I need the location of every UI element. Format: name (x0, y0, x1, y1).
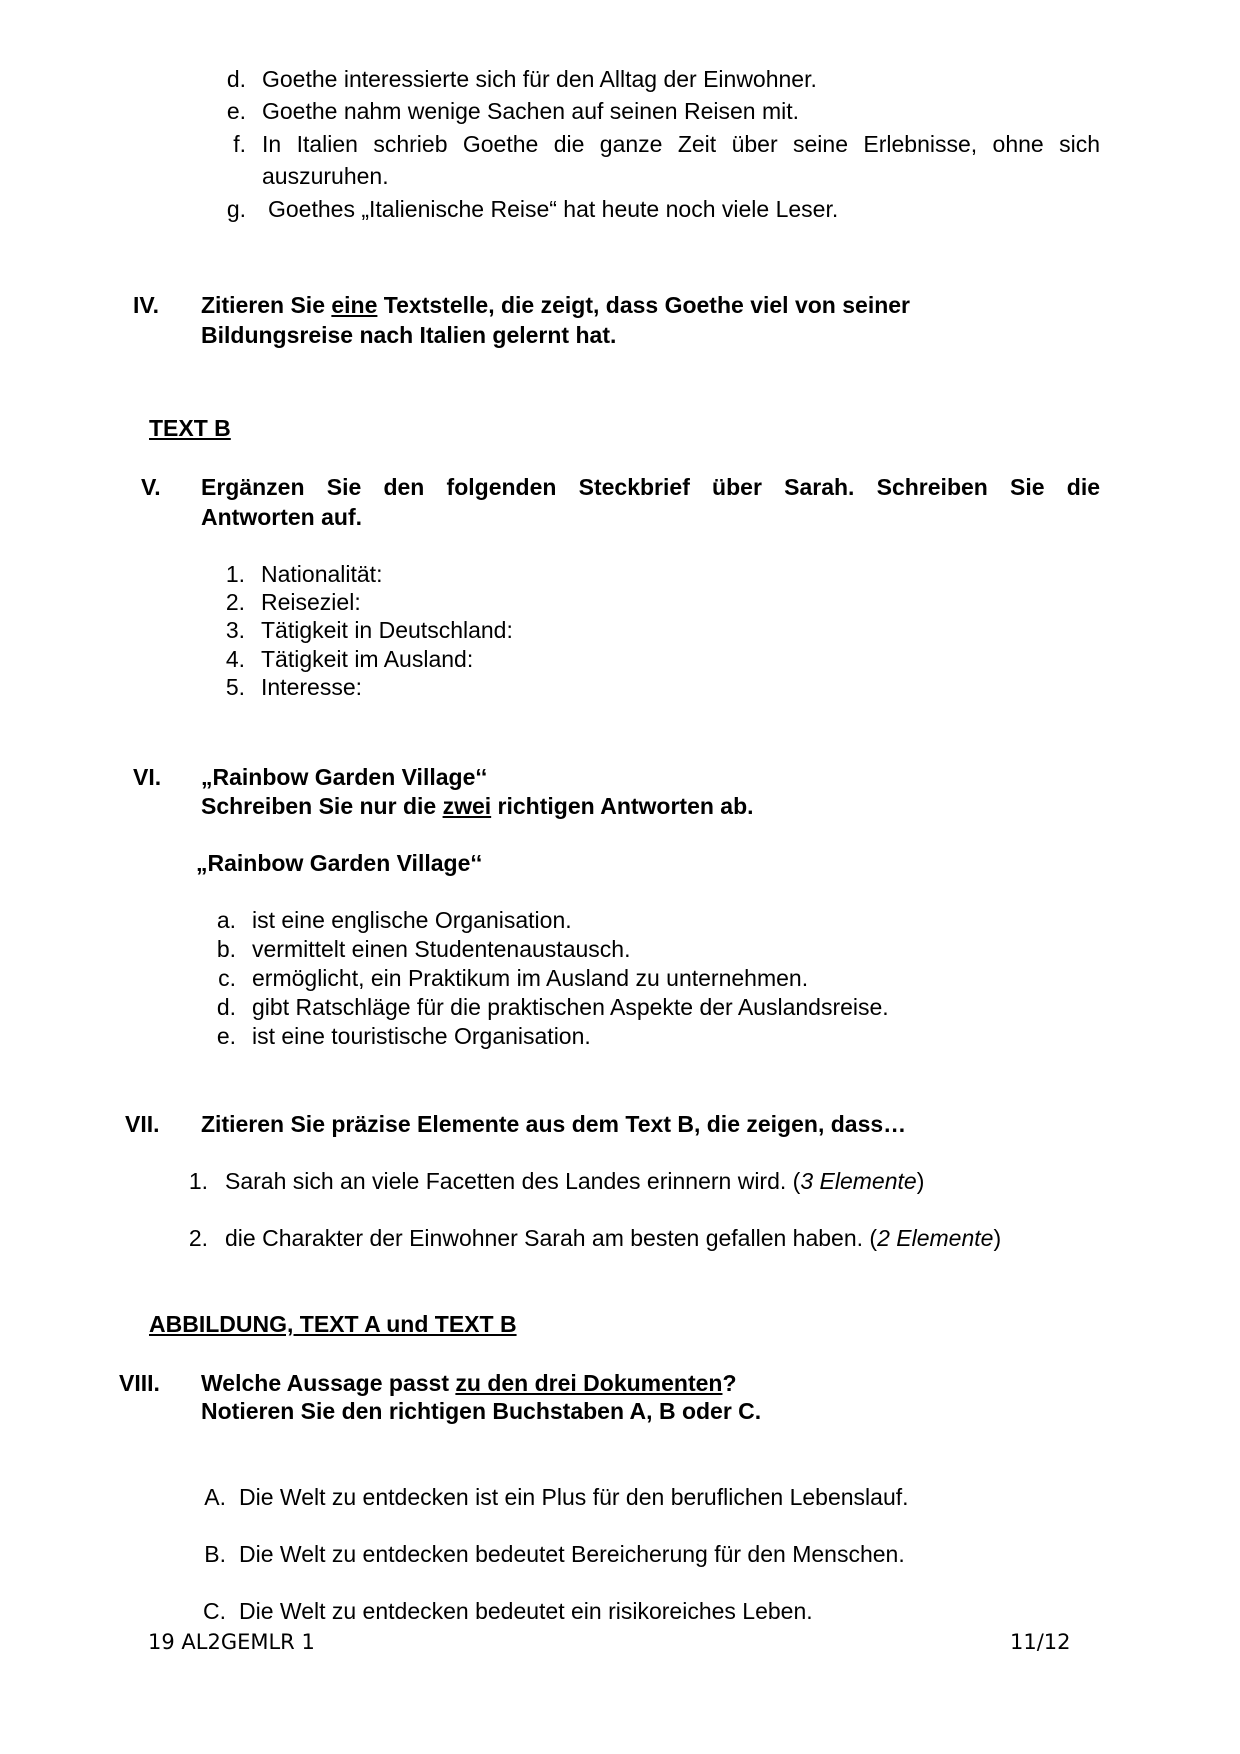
question-stem: „Rainbow Garden Village‘‘ (196, 850, 483, 876)
list-item-part: ) (993, 1225, 1002, 1251)
list-item-text: Goethe nahm wenige Sachen auf seinen Reisen mit. (262, 98, 799, 124)
question-text (201, 1370, 737, 1397)
option-text: Die Welt zu entdecken ist ein Plus für den beruflichen Lebenslauf. (239, 1484, 909, 1510)
list-marker: f. (233, 131, 246, 157)
option-text: ermöglicht, ein Praktikum im Ausland zu unternehmen. (252, 965, 809, 991)
list-item-text: Tätigkeit in Deutschland: (261, 617, 513, 643)
list-item-part: die Charakter der Einwohner Sarah am besten gefallen haben. ( (225, 1225, 878, 1251)
list-item-text: Reiseziel: (261, 589, 361, 615)
question-number: IV. (133, 292, 160, 318)
list-marker: 1. (225, 561, 245, 587)
list-item-text: Goethes „Italienische Reise“ hat heute noch viele Leser. (268, 196, 839, 222)
option-text: ist eine touristische Organisation. (252, 1023, 591, 1049)
question-text: Antworten auf. (201, 504, 362, 530)
question-text-part: richtigen Antworten ab. (491, 793, 754, 819)
list-item-text: Tätigkeit im Ausland: (261, 646, 474, 672)
question-text: Bildungsreise nach Italien gelernt hat. (201, 322, 617, 348)
question-text-part: Welche Aussage passt (201, 1370, 456, 1396)
list-marker: 2. (188, 1225, 208, 1251)
option-marker: d. (216, 994, 236, 1020)
list-marker: 2. (225, 589, 245, 615)
emphasis: eine (331, 292, 378, 318)
footer-page-number: 11/12 (1010, 1630, 1071, 1654)
list-item-text: In Italien schrieb Goethe die ganze Zeit über seine Erlebnisse, ohne sich (262, 131, 1100, 157)
question-number: VIII. (119, 1370, 160, 1396)
option-marker: B. (204, 1541, 226, 1567)
list-item-text: auszuruhen. (262, 163, 389, 189)
list-item-text (225, 1225, 1001, 1252)
list-marker: 5. (225, 674, 245, 700)
section-heading: TEXT B (149, 415, 231, 441)
list-marker: 4. (225, 646, 245, 672)
question-number: VI. (133, 764, 162, 790)
element-count: 2 Elemente (877, 1225, 994, 1251)
list-marker: e. (226, 98, 246, 124)
question-text-part: ? (722, 1370, 737, 1396)
list-marker: d. (226, 66, 246, 92)
question-number: VII. (125, 1111, 160, 1137)
list-item-text (225, 1168, 924, 1195)
option-marker: c. (218, 965, 236, 991)
emphasis: zwei (442, 793, 492, 819)
question-title: „Rainbow Garden Village‘‘ (201, 764, 488, 790)
question-text-part: Schreiben Sie nur die (201, 793, 443, 819)
option-text: Die Welt zu entdecken bedeutet Bereicherung für den Menschen. (239, 1541, 905, 1567)
question-text: Notieren Sie den richtigen Buchstaben A, B oder C. (201, 1398, 762, 1424)
list-item-part: Sarah sich an viele Facetten des Landes erinnern wird. ( (225, 1168, 801, 1194)
question-text-part: Textstelle, die zeigt, dass Goethe viel von seiner (377, 292, 910, 318)
list-item-text: Goethe interessierte sich für den Alltag der Einwohner. (262, 66, 817, 92)
element-count: 3 Elemente (800, 1168, 917, 1194)
list-item-text: Nationalität: (261, 561, 383, 587)
section-heading: ABBILDUNG, TEXT A und TEXT B (149, 1311, 517, 1337)
option-marker: a. (216, 907, 236, 933)
option-text: Die Welt zu entdecken bedeutet ein risikoreiches Leben. (239, 1598, 813, 1624)
option-marker: C. (203, 1598, 226, 1624)
option-marker: e. (216, 1023, 236, 1049)
question-text (201, 793, 754, 820)
option-text: ist eine englische Organisation. (252, 907, 572, 933)
list-marker: g. (226, 196, 246, 222)
option-marker: b. (216, 936, 236, 962)
question-number: V. (141, 474, 161, 500)
question-text: Ergänzen Sie den folgenden Steckbrief über Sarah. Schreiben Sie die (201, 474, 1100, 500)
question-text (201, 292, 910, 319)
question-text-part: Zitieren Sie (201, 292, 332, 318)
list-item-text: Interesse: (261, 674, 362, 700)
option-marker: A. (204, 1484, 226, 1510)
footer-exam-code: 19 AL2GEMLR 1 (148, 1630, 315, 1654)
option-text: gibt Ratschläge für die praktischen Aspekte der Auslandsreise. (252, 994, 889, 1020)
list-marker: 3. (225, 617, 245, 643)
option-text: vermittelt einen Studentenaustausch. (252, 936, 631, 962)
list-item-part: ) (916, 1168, 925, 1194)
list-marker: 1. (188, 1168, 208, 1194)
question-text: Zitieren Sie präzise Elemente aus dem Text B, die zeigen, dass… (201, 1111, 907, 1137)
emphasis: zu den drei Dokumenten (455, 1370, 723, 1396)
